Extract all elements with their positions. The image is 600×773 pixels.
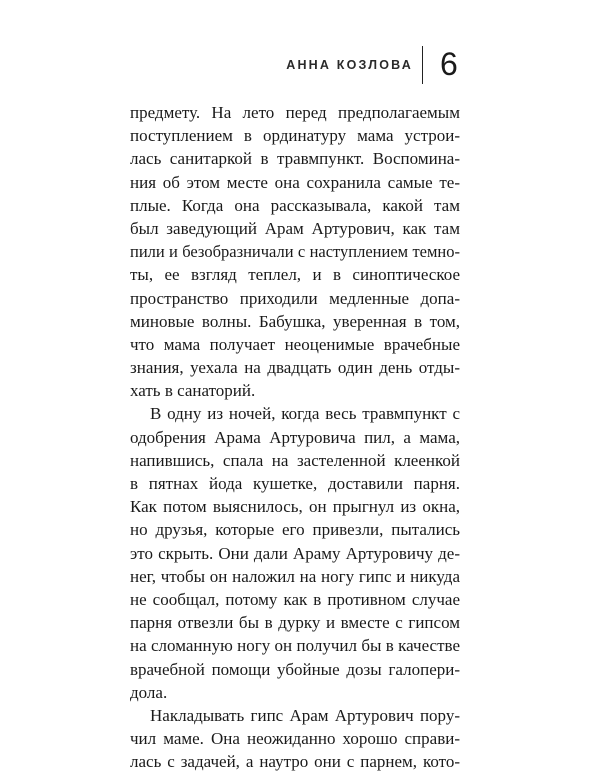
text-line: это скрыть. Они дали Араму Артуровичу де- [130,543,460,563]
text-line: что мама получает неоценимые врачебные [130,334,460,354]
text-line: ния об этом месте она сохранила самые те- [130,172,460,192]
paragraph-3 [130,704,460,773]
text-line: нег, чтобы он наложил на ногу гипс и никуда [130,566,460,586]
text-line: лась с задачей, а наутро они с парнем, кото- [130,752,460,772]
text-line: лась санитаркой в травмпункт. Воспомина- [130,149,460,169]
text-line: ты, ее взгляд теплел, и в синоптическое [130,265,460,285]
text-line: поступлением в ординатуру мама устрои- [130,126,460,146]
header-divider [422,46,423,84]
text-line: миновые волны. Бабушка, уверенная в том, [130,311,460,331]
text-line: В одну из ночей, когда весь травмпункт с [150,404,460,424]
text-line: Как потом выяснилось, он прыгнул из окна, [130,497,460,517]
text-line: пространство приходили медленные допа- [130,288,460,308]
running-head-author: АННА КОЗЛОВА [286,58,413,72]
text-line: плые. Когда она рассказывала, какой там [130,195,460,215]
text-line: хать в санаторий. [130,381,256,401]
text-line: напившись, спала на застеленной клеенкой [130,450,460,470]
text-line: не сообщал, потому как в противном случае [130,589,460,609]
page-number: 6 [440,46,458,82]
text-line: но друзья, которые его привезли, пытались [130,520,460,540]
text-line: Накладывать гипс Арам Артурович пору- [150,705,460,725]
text-line: пили и безобразничали с наступлением темно- [130,242,460,262]
text-line: на сломанную ногу он получил бы в качестве [130,636,460,656]
text-line: чил маме. Она неожиданно хорошо справи- [130,729,460,749]
body-text [130,101,460,773]
text-line: в пятнах йода кушетке, доставили парня. [130,474,460,493]
text-line: знания, уехала на двадцать один день отды- [130,358,460,378]
text-line: одобрения Арама Артуровича пил, а мама, [130,427,460,447]
running-head [0,46,600,86]
text-line: врачебной помощи убойные дозы галопери- [130,659,460,679]
text-line: предмету. На лето перед предполагаемым [130,103,460,122]
text-line: дола. [130,682,168,702]
text-line: парня отвезли бы в дурку и вместе с гипсом [130,613,460,633]
text-line: был заведующий Арам Артурович, как там [130,218,460,238]
paragraph-1 [130,101,460,402]
paragraph-2 [130,402,460,703]
